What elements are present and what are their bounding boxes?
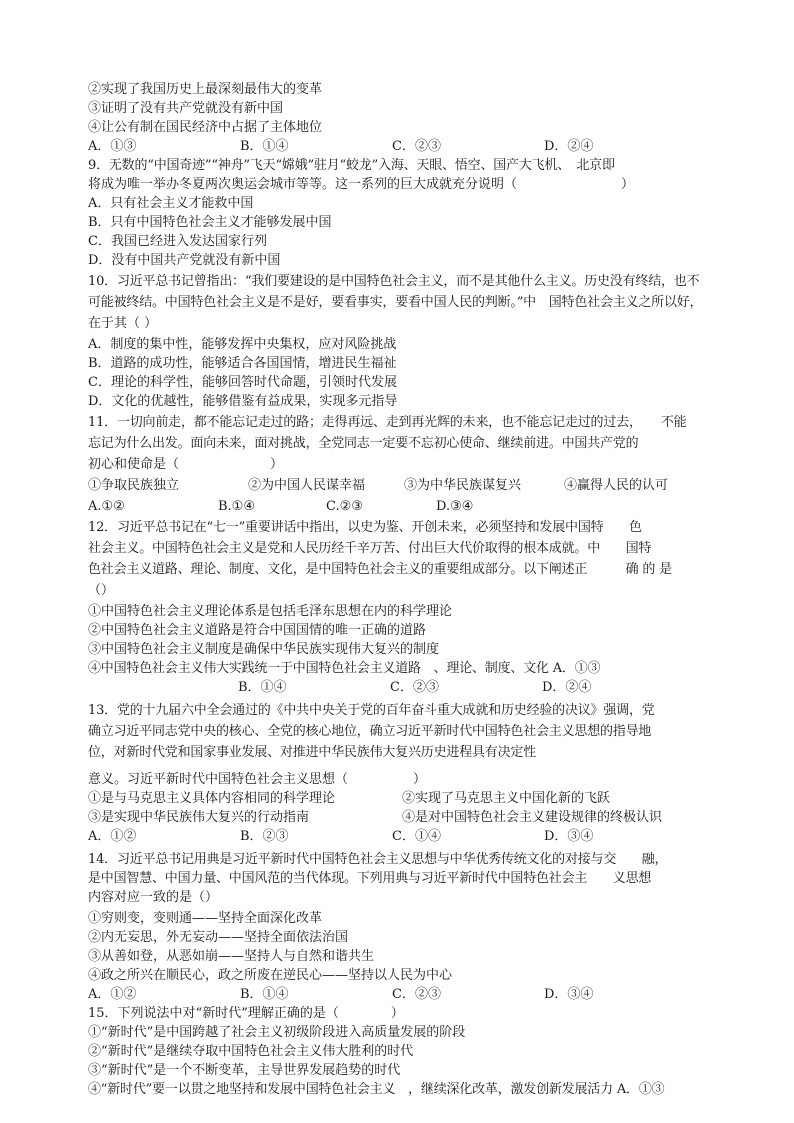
option-b: B．①④ [240, 139, 289, 154]
q10-option-b: B．道路的成功性，能够适合各国国情，增进民生福祉 [88, 356, 397, 371]
q11-stem-line-1: 11．一切向前走，都不能忘记走过的路；走得再远、走到再光辉的未来，也不能忘记走过的过去， 不能 [88, 415, 687, 430]
q11-option-c: C.②③ [326, 499, 363, 514]
q14-stem-line-3: 内容对应一致的是（） [88, 890, 219, 905]
q12-option-c: C．②③ [390, 680, 439, 695]
q15-statement-1: ①“新时代”是中国跨越了社会主义初级阶段进入高质量发展的阶段 [88, 1025, 466, 1040]
q10-stem-line-2: 可能被终结。中国特色社会主义是不是好，要看事实，要看中国人民的判断。”中 国特色社会主义之所以好， [88, 295, 703, 310]
q11-options [88, 497, 708, 518]
q11-option-b: B.①④ [218, 499, 255, 514]
statement-2: ②实现了我国历史上最深刻最伟大的变革 [88, 82, 323, 97]
statement-3: ③证明了没有共产党就没有新中国 [88, 101, 284, 116]
q12-statement-3: ③中国特色社会主义制度是确保中华民族实现伟大复兴的制度 [88, 642, 440, 657]
q9-option-c: C．我国已经进入发达国家行列 [88, 234, 267, 249]
q10-option-c: C．理论的科学性，能够回答时代命题，引领时代发展 [88, 375, 397, 390]
q15-statement-3: ③“新时代”是一个不断变革，主导世界发展趋势的时代 [88, 1063, 401, 1078]
q13-statements-row-2 [88, 808, 708, 827]
q9-stem-line-1: 9．无数的“中国奇迹”“神舟”飞天“嫦娥”驻月“蛟龙”入海、天眼、悟空、国产大飞机、 北京即 [88, 158, 615, 173]
q12-options [88, 678, 708, 699]
q11-statement-3: ③为中华民族谋复兴 [404, 478, 522, 493]
q14-option-a: A．①② [88, 987, 137, 1002]
q10-stem-line-3: 在于其（ ） [88, 316, 158, 331]
q12-statement-4: ④中国特色社会主义伟大实践统一于中国特色社会主义道路 、理论、制度、文化 A．①③ [88, 661, 601, 676]
q10-option-d: D．文化的优越性，能够借鉴有益成果，实现多元指导 [88, 394, 398, 409]
q13-option-b: B．②③ [240, 829, 289, 844]
q12-stem-line-2: 社会主义。中国特色社会主义是党和人民历经千辛万苦、付出巨大代价取得的根本成就。中 国特 [88, 541, 652, 556]
q12-statement-1: ①中国特色社会主义理论体系是包括毛泽东思想在内的科学理论 [88, 604, 453, 619]
q11-stem-line-2: 忘记为什么出发。面向未来，面对挑战，全党同志一定要不忘初心使命、继续前进。中国共产党的 [88, 436, 639, 451]
q11-option-a: A.①② [88, 499, 125, 514]
q9-option-d: D．没有中国共产党就没有新中国 [88, 253, 281, 268]
q13-stem-line-4: 意义。习近平新时代中国特色社会主义思想（ ） [88, 772, 427, 787]
q11-statement-1: ①争取民族独立 [88, 478, 180, 493]
q11-option-d: D.③④ [436, 499, 474, 514]
q14-option-c: C．②③ [392, 987, 441, 1002]
q14-statement-4: ④政之所兴在顺民心，政之所废在逆民心——坚持以人民为中心 [88, 968, 453, 983]
q14-stem-line-1: 14．习近平总书记用典是习近平新时代中国特色社会主义思想与中华优秀传统文化的对接与交 融， [88, 852, 668, 867]
statement-4: ④让公有制在国民经济中占据了主体地位 [88, 120, 323, 135]
q14-stem-line-2: 是中国智慧、中国力量、中国风范的当代体现。下列用典与习近平新时代中国特色社会主 义思想 [88, 871, 652, 886]
answer-options [88, 137, 708, 156]
q13-statement-1: ①是与马克思主义具体内容相同的科学理论 [88, 791, 336, 806]
q14-options [88, 985, 708, 1004]
q10-option-a: A．制度的集中性，能够发挥中央集权，应对风险挑战 [88, 337, 397, 352]
q12-option-d: D．②④ [542, 680, 592, 695]
q14-option-b: B．①④ [240, 987, 289, 1002]
q14-statement-2: ②内无妄思，外无妄动——坚持全面依法治国 [88, 930, 349, 945]
q15-statement-4: ④“新时代”要一以贯之地坚持和发展中国特色社会主义 ，继续深化改革，激发创新发展活力 A．①③ [88, 1082, 665, 1097]
q14-statement-1: ①穷则变，变则通——坚持全面深化改革 [88, 911, 323, 926]
q14-statement-3: ③从善如登，从恶如崩——坚持人与自然和谐共生 [88, 949, 375, 964]
q11-stem-line-3: 初心和使命是（ ） [88, 457, 284, 472]
q10-stem-line-1: 10．习近平总书记曾指出：“我们要建设的是中国特色社会主义，而不是其他什么主义。历史没有终结，也不 [88, 274, 700, 289]
q13-option-d: D．③④ [544, 829, 594, 844]
option-d: D．②④ [544, 139, 594, 154]
q11-statements [88, 476, 708, 497]
q13-stem-line-3: 位，对新时代党和国家事业发展、对推进中华民族伟大复兴历史进程具有决定性 [88, 745, 537, 760]
q13-statement-4: ④是对中国特色社会主义建设规律的终极认识 [402, 810, 663, 825]
q13-option-c: C．①④ [392, 829, 441, 844]
q11-statement-2: ②为中国人民谋幸福 [248, 478, 366, 493]
q12-stem-line-4: （） [88, 583, 115, 598]
q13-stem-line-2: 确立习近平同志党中央的核心、全党的核心地位，确立习近平新时代中国特色社会主义思想的指导地 [88, 724, 652, 739]
q9-option-a: A．只有社会主义才能救中国 [88, 196, 254, 211]
q15-statement-2: ②“新时代”是继续夺取中国特色社会主义伟大胜利的时代 [88, 1044, 414, 1059]
option-a: A．①③ [88, 139, 137, 154]
q13-statement-2: ②实现了马克思主义中国化新的飞跃 [402, 791, 611, 806]
exam-page [88, 80, 708, 1099]
q13-option-a: A．①② [88, 829, 137, 844]
q12-option-b: B．①④ [238, 680, 287, 695]
q9-stem-line-2: 将成为唯一举办冬夏两次奥运会城市等等。这一系列的巨大成就充分说明（ ） [88, 177, 635, 192]
q12-stem-line-1: 12．习近平总书记在“七一”重要讲话中指出，以史为鉴、开创未来，必须坚持和发展中国特 色 [88, 520, 642, 535]
q13-stem-line-1: 13．党的十九届六中全会通过的《中共中央关于党的百年奋斗重大成就和历史经验的决议》强调，党 [88, 703, 655, 718]
q13-statements-row-1 [88, 789, 708, 808]
q12-statement-2: ②中国特色社会主义道路是符合中国国情的唯一正确的道路 [88, 623, 427, 638]
q12-stem-line-3: 色社会主义道路、理论、制度、文化，是中国特色社会主义的重要组成部分。以下阐述正 确 的 是 [88, 562, 672, 577]
q9-option-b: B．只有中国特色社会主义才能够发展中国 [88, 215, 332, 230]
option-c: C．②③ [392, 139, 441, 154]
q11-statement-4: ④赢得人民的认可 [564, 478, 669, 493]
q14-option-d: D．③④ [544, 987, 594, 1002]
q13-options [88, 827, 708, 848]
q13-statement-3: ③是实现中华民族伟大复兴的行动指南 [88, 810, 310, 825]
q15-stem: 15．下列说法中对“新时代”理解正确的是（ ） [88, 1006, 404, 1021]
